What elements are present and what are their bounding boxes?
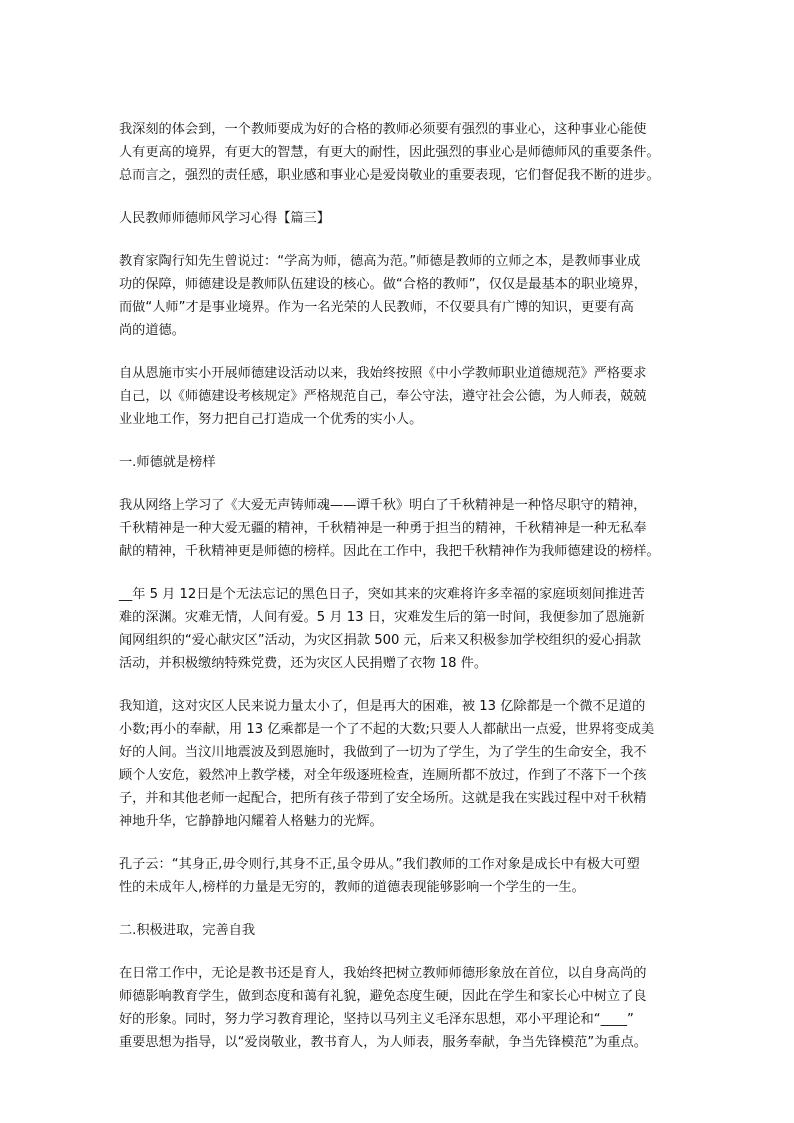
text-line: 尚的道德。: [119, 323, 185, 338]
text-line: 师德影响教育学生，做到态度和蔼有礼貌，避免态度生硬，因此在学生和家长心中树立了良: [119, 989, 647, 1004]
text-line: 子，并和其他老师一起配合，把所有孩子带到了安全场所。这就是我在实践过程中对千秋精: [119, 791, 647, 806]
section-heading: [119, 451, 679, 474]
text-line: 我知道，这对灾区人民来说力量太小了，但是再大的困难，被 13 亿除都是一个微不足道的: [119, 699, 646, 714]
text-line: 我从网络上学习了《大爱无声铸师魂——谭千秋》明白了千秋精神是一种恪尽职守的精神，: [119, 498, 647, 513]
text-line: 闻网组织的“爱心献灾区”活动，为灾区捐款 500 元，后来又积极参加学校组织的爱心捐款: [119, 633, 641, 648]
text-line: 献的精神，千秋精神更是师德的榜样。因此在工作中，我把千秋精神作为我师德建设的榜样。: [119, 544, 660, 559]
section-heading: [119, 919, 679, 942]
body-paragraph: [119, 853, 679, 899]
text-line: 功的保障，师德建设是教师队伍建设的核心。做“合格的教师”，仅仅是最基本的职业境界，: [119, 277, 647, 292]
text-line: 人民教师师德师风学习心得【篇三】: [119, 211, 330, 226]
section-heading: [119, 207, 679, 230]
text-line: 性的未成年人,榜样的力量是无穷的，教师的道德表现能够影响一个学生的一生。: [119, 880, 585, 895]
document-body: [119, 118, 679, 1074]
text-line: 人有更高的境界，有更大的智慧，有更大的耐性，因此强烈的事业心是师德师风的重要条件。: [119, 145, 660, 160]
text-line: 孔子云：“其身正,毋令则行,其身不正,虽令毋从。”我们教师的工作对象是成长中有极大可塑: [119, 857, 640, 872]
text-line: 小数;再小的奉献，用 13 亿乘都是一个了不起的大数;只要人人都献出一点爱，世界将变成美: [119, 722, 655, 737]
text-line: 我深刻的体会到，一个教师要成为好的合格的教师必须要有强烈的事业心，这种事业心能使: [119, 122, 647, 137]
text-line: 二.积极进取，完善自我: [119, 923, 256, 938]
body-paragraph: [119, 494, 679, 563]
text-line: 好的形象。同时，努力学习教育理论，坚持以马列主义毛泽东思想，邓小平理论和“____”: [119, 1012, 634, 1027]
body-paragraph: [119, 695, 679, 833]
text-line: 自己，以《师德建设考核规定》严格规范自己，奉公守法，遵守社会公德，为人师表，兢兢: [119, 389, 647, 404]
text-line: 业业地工作，努力把自己打造成一个优秀的实小人。: [119, 412, 423, 427]
body-paragraph: [119, 962, 679, 1054]
text-line: __年 5 月 12日是个无法忘记的黑色日子，突如其来的灾难将许多幸福的家庭顷刻间推进苦: [119, 587, 645, 602]
text-line: 重要思想为指导，以“爱岗敬业，教书育人，为人师表，服务奉献，争当先锋模范”为重点。: [119, 1035, 647, 1050]
text-line: 难的深渊。灾难无情，人间有爱。5 月 13 日，灾难发生后的第一时间，我便参加了恩施新: [119, 610, 645, 625]
body-paragraph: [119, 250, 679, 342]
body-paragraph: [119, 118, 679, 187]
text-line: 在日常工作中，无论是教书还是育人，我始终把树立教师师德形象放在首位，以自身高尚的: [119, 966, 647, 981]
text-line: 一.师德就是榜样: [119, 455, 216, 470]
text-line: 神地升华，它静静地闪耀着人格魅力的光辉。: [119, 814, 383, 829]
text-line: 活动，并积极缴纳特殊党费，还为灾区人民捐赠了衣物 18 件。: [119, 656, 488, 671]
text-line: 教育家陶行知先生曾说过：“学高为师，德高为范。”师德是教师的立师之本，是教师事业成: [119, 254, 641, 269]
text-line: 千秋精神是一种大爱无疆的精神，千秋精神是一种勇于担当的精神，千秋精神是一种无私奉: [119, 521, 647, 536]
text-line: 而做“人师”才是事业境界。作为一名光荣的人民教师，不仅要具有广博的知识，更要有高: [119, 300, 634, 315]
text-line: 自从恩施市实小开展师德建设活动以来，我始终按照《中小学教师职业道德规范》严格要求: [119, 366, 647, 381]
text-line: 总而言之，强烈的责任感，职业感和事业心是爱岗敬业的重要表现，它们督促我不断的进步。: [119, 168, 660, 183]
text-line: 好的人间。当汶川地震波及到恩施时，我做到了一切为了学生，为了学生的生命安全，我不: [119, 745, 647, 760]
body-paragraph: [119, 583, 679, 675]
text-line: 顾个人安危，毅然冲上教学楼，对全年级逐班检查，连厕所都不放过，作到了不落下一个孩: [119, 768, 647, 783]
body-paragraph: [119, 362, 679, 431]
